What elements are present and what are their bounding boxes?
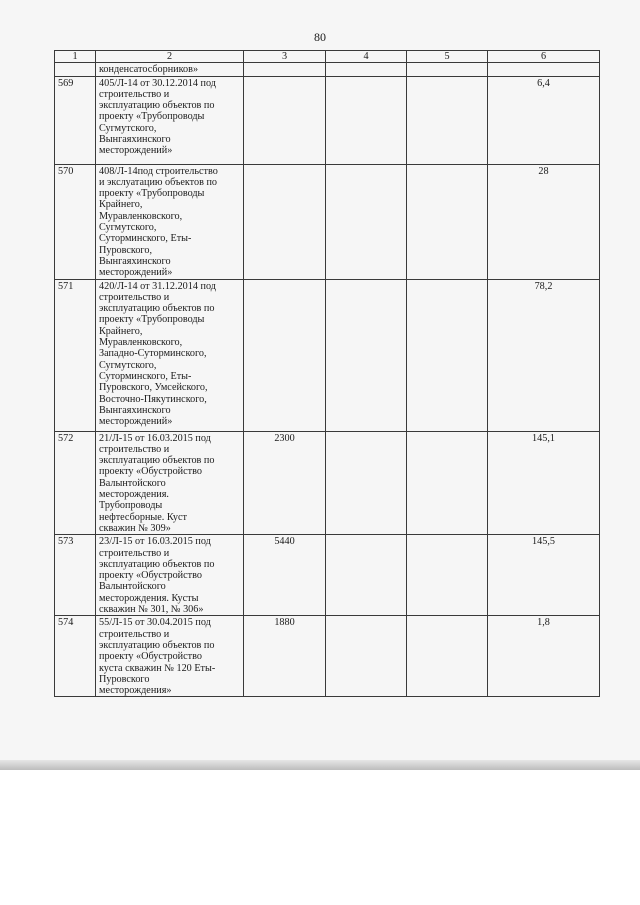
row-col5 <box>407 616 488 697</box>
row-number <box>55 63 96 76</box>
row-number: 572 <box>55 431 96 535</box>
row-number: 569 <box>55 76 96 164</box>
row-description: 405/Л-14 от 30.12.2014 под строительство и эксплуатацию объектов по проекту «Трубопроводы Сугмутского, Вынгаяхинского месторождений» <box>96 76 244 164</box>
row-col3 <box>244 164 326 279</box>
page-number: 80 <box>314 30 326 44</box>
row-col5 <box>407 63 488 76</box>
land-plots-table <box>54 50 600 697</box>
table-row <box>55 279 600 431</box>
row-number: 570 <box>55 164 96 279</box>
row-description: конденсатосборников» <box>96 63 244 76</box>
row-col4 <box>326 431 407 535</box>
column-header: 1 <box>55 51 96 63</box>
row-col6: 78,2 <box>488 279 600 431</box>
row-col3: 5440 <box>244 535 326 616</box>
row-description: 21/Л-15 от 16.03.2015 под строительство и эксплуатацию объектов по проекту «Обустройство Валынтойского месторождения. Трубопроводы нефтесборные. Куст скважин № 309» <box>96 431 244 535</box>
row-number: 571 <box>55 279 96 431</box>
row-col5 <box>407 164 488 279</box>
column-header: 3 <box>244 51 326 63</box>
row-col4 <box>326 535 407 616</box>
row-description: 55/Л-15 от 30.04.2015 под строительство и эксплуатацию объектов по проекту «Обустройство куста скважин № 120 Еты- Пуровского месторождения» <box>96 616 244 697</box>
row-col5 <box>407 535 488 616</box>
row-col4 <box>326 279 407 431</box>
row-col6: 6,4 <box>488 76 600 164</box>
row-col6: 28 <box>488 164 600 279</box>
row-number: 574 <box>55 616 96 697</box>
column-header: 5 <box>407 51 488 63</box>
row-col3: 1880 <box>244 616 326 697</box>
row-col5 <box>407 431 488 535</box>
row-number: 573 <box>55 535 96 616</box>
row-col6: 145,5 <box>488 535 600 616</box>
column-header: 2 <box>96 51 244 63</box>
row-col4 <box>326 76 407 164</box>
table-row <box>55 535 600 616</box>
row-col4 <box>326 63 407 76</box>
table-row <box>55 164 600 279</box>
row-description: 23/Л-15 от 16.03.2015 под строительство и эксплуатацию объектов по проекту «Обустройство Валынтойского месторождения. Кусты скважин № 301, № 306» <box>96 535 244 616</box>
row-col3 <box>244 76 326 164</box>
table-row <box>55 63 600 76</box>
row-col6 <box>488 63 600 76</box>
row-col6: 145,1 <box>488 431 600 535</box>
row-col6: 1,8 <box>488 616 600 697</box>
column-number-row <box>55 51 600 63</box>
table-row <box>55 431 600 535</box>
table-row <box>55 76 600 164</box>
column-header: 6 <box>488 51 600 63</box>
row-description: 408/Л-14под строительство и экслуатацию объектов по проекту «Трубопроводы Крайнего, Муравленковского, Сугмутского, Суторминского, Еты- Пуровского, Вынгаяхинского месторождений» <box>96 164 244 279</box>
row-col5 <box>407 279 488 431</box>
row-col3: 2300 <box>244 431 326 535</box>
row-description: 420/Л-14 от 31.12.2014 под строительство и эксплуатацию объектов по проекту «Трубопроводы Крайнего, Муравленковского, Западно-Суторминского, Сугмутского, Суторминского, Еты- Пуровского, Умсейского, Восточно-Пякутинского, Вынгаяхинского месторождений» <box>96 279 244 431</box>
row-col5 <box>407 76 488 164</box>
row-col4 <box>326 616 407 697</box>
row-col3 <box>244 279 326 431</box>
table-row <box>55 616 600 697</box>
row-col3 <box>244 63 326 76</box>
row-col4 <box>326 164 407 279</box>
column-header: 4 <box>326 51 407 63</box>
